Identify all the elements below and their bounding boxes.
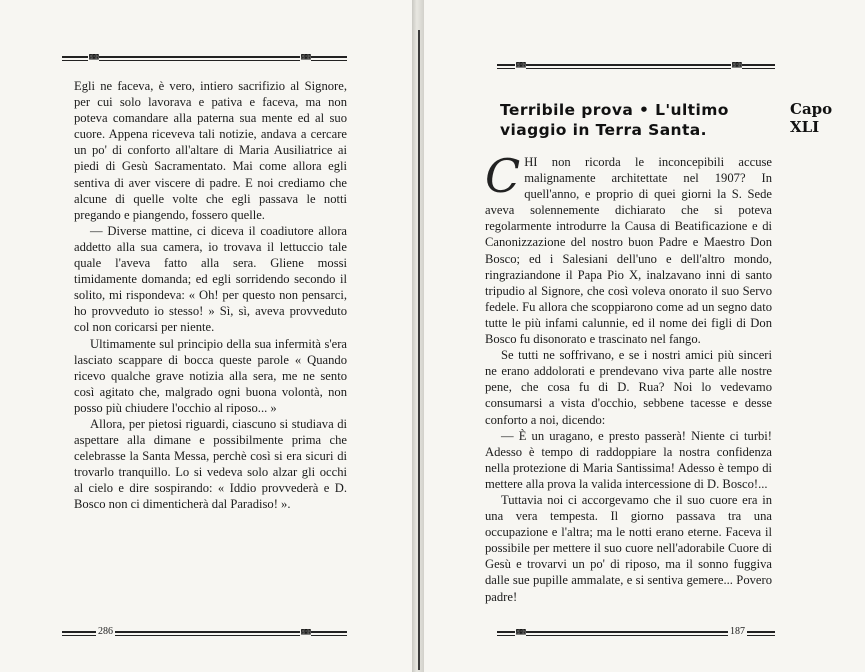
left-paragraph: Egli ne faceva, è vero, intiero sacrifizio al Signore, per cui solo lavorava e pativa e faceva, ma non poteva comandare alla paterna sua mente ed al suo cuore. Appena riceveva tali notizie, andava a cercare un po' di conforto all'altare di Maria Ausiliatrice ai piedi di Gesù Sacramentato. Mai come allora egli sentiva di aver viscere di padre. E noi crediamo che alcune di quelle volte che egli passava le notti pregando e piangendo, fossero quelle.	[74, 79, 347, 222]
right-top-ornament-right-icon: ▩▩	[732, 60, 741, 70]
chapter-title: Terribile prova • L'ultimo viaggio in Terra Santa.	[500, 101, 729, 139]
gutter-line	[418, 30, 420, 670]
left-page-text	[74, 78, 347, 513]
left-top-ornament-right-icon: ▩▩	[301, 52, 310, 62]
right-paragraph: Se tutti ne soffrivano, e se i nostri amici più sinceri ne erano addolorati e prendevano viva parte alle nostre pene, che cosa fu di D. Rua? Noi lo vedevamo consumarsi a vista d'occhio, sebbene tacesse e desse conforto a noi, dicendo:	[485, 348, 772, 427]
left-paragraph: Ultimamente sul principio della sua infermità s'era lasciato scappare di bocca queste parole « Quando ricevo qualche grave notizia alla sera, me ne sento così agitato che, malgrado ogni buona volontà, non posso più chiudere l'occhio al riposo... »	[74, 336, 347, 415]
right-bottom-ornament-icon: ▩▩	[516, 627, 525, 637]
left-page-number: 286	[98, 626, 113, 637]
right-page-text	[485, 149, 772, 605]
first-paragraph-text: HI non ricorda le inconcepibili accuse malignamente architettate nel 1907? In quell'anno, e proprio di quei giorni la S. Sede aveva solennemente dichiarato che si poteva regolarmente introdurre la Causa di Beatificazione e di Canonizzazione del nostro buon Padre e Maestro Don Bosco; ed i Salesiani dell'uno e dell'altro mondo, ringraziandone il Papa Pio X, inalzavano inni di santo tripudio al Signore, che così voleva onorato il suo Servo fedele. Fu allora che scoppiarono come ad un segno dato tutte le più infami calunnie, ed il nome dei figli di Don Bosco fu disonorato e trascinato nel fango.	[485, 155, 772, 347]
right-top-ornament-icon: ▩▩	[516, 60, 525, 70]
left-paragraph: Allora, per pietosi riguardi, ciascuno si studiava di aspettare alla dimane e possibilmente prima che celebrasse la Santa Messa, perchè così si era sicuri di trovarlo tranquillo. Lo si vedeva solo alzar gli occhi al cielo e dire sospirando: « Iddio provvederà e D. Bosco non ci dimenticherà dal Paradiso! ».	[74, 416, 347, 512]
right-page-number: 187	[730, 626, 745, 637]
drop-cap: C	[485, 149, 521, 203]
left-paragraph: — Diverse mattine, ci diceva il coadiutore allora addetto alla sua camera, io trovava il lettuccio tale quale l'aveva fatto alla sera. Gliene mossi timidamente domanda; ed egli sorridendo secondo il solito, mi rispondeva: « Oh! per questo non pensarci, ho provveduto io stesso! » Sì, sì, aveva provveduto col non coricarsi per niente.	[74, 223, 347, 335]
right-paragraph: — È un uragano, e presto passerà! Niente ci turbi! Adesso è tempo di raddoppiare la nostra confidenza nella protezione di Maria Santissima! Adesso è tempo di mettere alla prova la valida intercessione di D. Bosco!...	[485, 428, 772, 491]
left-bottom-ornament-icon: ▩▩	[301, 627, 310, 637]
chapter-label: Capo XLI	[790, 100, 833, 136]
left-top-ornament-icon: ▩▩	[89, 52, 98, 62]
right-paragraph: Tuttavia noi ci accorgevamo che il suo cuore era in una vera tempesta. Il giorno passava tra una occupazione e l'altra; ma le notti erano eterne. Faceva il possibile per mettere il suo cuore nell'adorabile Cuore di Gesù e trovarvi un po' di riposo, ma il sonno fuggiva dalle sue pupille ammalate, e si sentiva gemere... Povero padre!	[485, 492, 772, 604]
right-first-paragraph	[485, 149, 772, 347]
